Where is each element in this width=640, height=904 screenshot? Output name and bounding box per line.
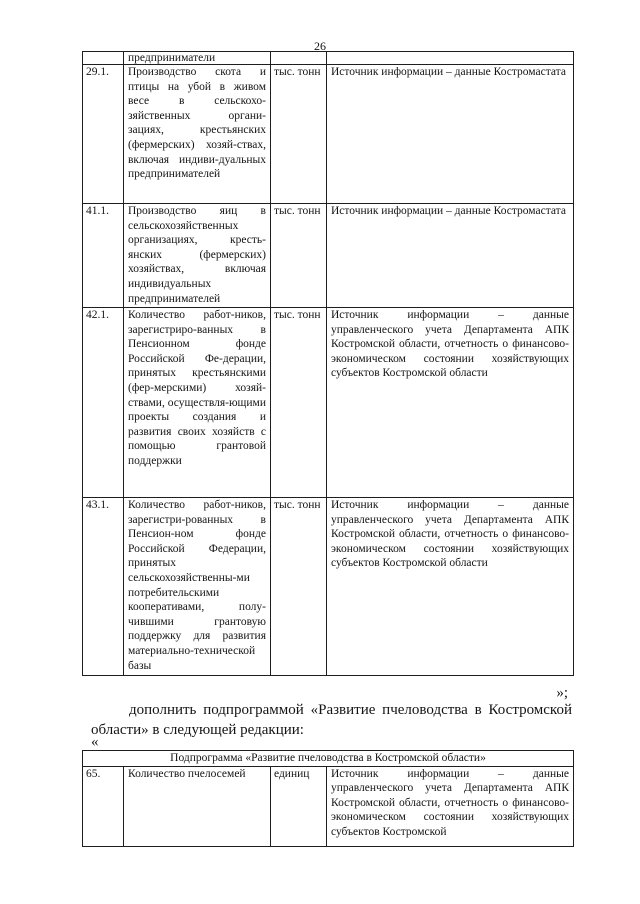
row-number: 43.1. [83, 498, 124, 676]
source-cell: Источник информации – данные Костромастата [327, 204, 574, 308]
unit-cell: тыс. тонн [271, 65, 327, 204]
source-cell: Источник информации – данные управленческого учета Департамента АПК Костромской области, отчетность о финансово-экономическом состоянии хозяйствующих субъектов Костромской области [327, 308, 574, 498]
row-number: 29.1. [83, 65, 124, 204]
source-cell: Источник информации – данные Костромастата [327, 65, 574, 204]
indicator-cell: Количество работ-ников, зарегистри-рованных в Пенсион-ном фонде Российской Федерации, принятых сельскохозяйственны-ми потребительскими кооперативами, полу-чившими грантовую поддержку для развития материально-технической базы [124, 498, 271, 676]
subprogram-header: Подпрограмма «Развитие пчеловодства в Костромской области» [83, 751, 574, 767]
num-cell [83, 52, 124, 65]
table-row-fragment [83, 52, 574, 65]
source-cell: Источник информации – данные управленческого учета Департамента АПК Костромской области, отчетность о финансово-экономическом состоянии хозяйствующих субъектов Костромской области [327, 498, 574, 676]
amendment-paragraph: дополнить подпрограммой «Развитие пчеловодства в Костромской области» в следующей редакции: [91, 702, 572, 738]
row-number: 41.1. [83, 204, 124, 308]
table-row [83, 308, 574, 498]
indicator-cell: Производство скота и птицы на убой в живом весе в сельскохо-зяйственных органи-зациях, крестьянских (фермерских) хозяй-ствах, включая индиви-дуальных предпринимателей [124, 65, 271, 204]
table-row [83, 204, 574, 308]
unit-cell: тыс. тонн [271, 204, 327, 308]
table-row [83, 65, 574, 204]
closing-quote: »; [556, 685, 568, 701]
unit-cell: тыс. тонн [271, 498, 327, 676]
subprogram-header-row [83, 751, 574, 767]
unit-cell: тыс. тонн [271, 308, 327, 498]
table-row [83, 766, 574, 846]
indicators-table [82, 51, 574, 676]
beekeeping-table [82, 750, 574, 847]
table-row [83, 498, 574, 676]
row-number: 42.1. [83, 308, 124, 498]
indicator-cell: предприниматели [124, 52, 271, 65]
source-cell: Источник информации – данные управленческого учета Департамента АПК Костромской области, отчетность о финансово-экономическом состоянии хозяйствующих субъектов Костромской [327, 766, 574, 846]
indicator-cell: Количество работ-ников, зарегистриро-ванных в Пенсионном фонде Российской Фе-дерации, принятых крестьянскими (фер-мерскими) хозяй-ствами, осуществля-ющими проекты создания и развития своих хозяйств с помощью грантовой поддержки [124, 308, 271, 498]
source-cell [327, 52, 574, 65]
unit-cell [271, 52, 327, 65]
opening-quote: « [91, 734, 99, 750]
indicator-cell: Количество пчелосемей [124, 766, 271, 846]
unit-cell: единиц [271, 766, 327, 846]
page-number: 26 [314, 39, 326, 53]
indicator-cell: Производство яиц в сельскохозяйственных организациях, кресть-янских (фермерских) хозяйствах, включая индивидуальных предпринимателей [124, 204, 271, 308]
row-number: 65. [83, 766, 124, 846]
